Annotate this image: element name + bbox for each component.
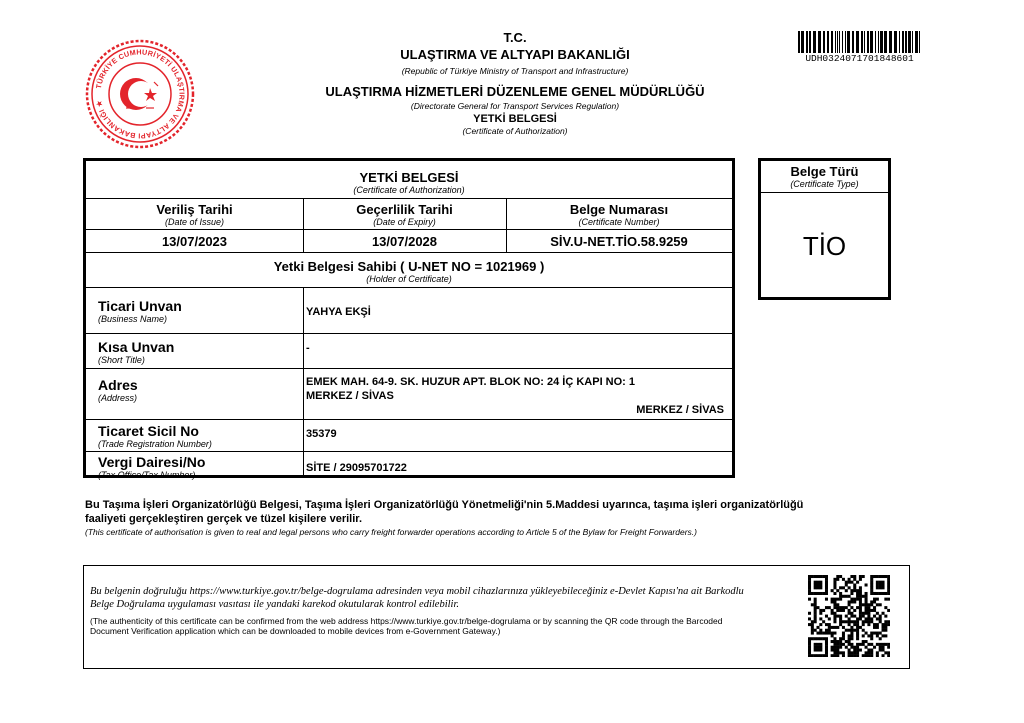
- address-value: EMEK MAH. 64-9. SK. HUZUR APT. BLOK NO: 24 İÇ KAPI NO: 1 MERKEZ / SİVAS: [306, 376, 636, 402]
- short-title-value: -: [306, 342, 310, 354]
- holder-label-en: (Holder of Certificate): [366, 274, 452, 284]
- address-label: Adres (Address): [98, 377, 138, 403]
- expiry-date-label-en: (Date of Expiry): [373, 217, 436, 227]
- header-directorate-en: (Directorate General for Transport Services Regulation): [410, 101, 620, 111]
- trade-reg-value: 35379: [306, 428, 337, 440]
- issue-date-label-en: (Date of Issue): [164, 217, 225, 227]
- verification-box: [83, 565, 910, 669]
- verification-tr: Bu belgenin doğruluğu https://www.turkiye.gov.tr/belge-dogrulama adresinden veya mobil cihazlarınıza yükleyebileceğiniz e-Devlet Kapısı'na ait Barkodlu Belge Doğrulama uygulaması vasıtası ile yandaki karekod okutularak kontrol edilebilir.: [90, 586, 744, 610]
- cert-title: YETKİ BELGESİ: [359, 170, 459, 185]
- issue-date-label: Veriliş Tarihi: [156, 202, 233, 217]
- header-ministry: ULAŞTIRMA VE ALTYAPI BAKANLIĞI: [400, 47, 630, 62]
- header-ministry-en: (Republic of Türkiye Ministry of Transport and Infrastructure): [401, 66, 629, 76]
- cert-title-en: (Certificate of Authorization): [353, 185, 465, 195]
- short-title-label: Kısa Unvan (Short Title): [98, 339, 175, 365]
- certificate-table: [83, 158, 735, 478]
- header-doc-title-en: (Certificate of Authorization): [462, 126, 568, 136]
- certificate-type-box: [758, 158, 891, 300]
- barcode: [798, 31, 922, 53]
- address-district: MERKEZ / SİVAS: [636, 404, 724, 416]
- expiry-date-label: Geçerlilik Tarihi: [356, 202, 453, 217]
- statement-en: (This certificate of authorisation is given to real and legal persons who carry freight forwarder operations according to Article 5 of the Bylaw for Freight Forwarders.): [85, 527, 697, 537]
- cert-number-value: SİV.U-NET.TİO.58.9259: [550, 234, 688, 249]
- tax-office-label: Vergi Dairesi/No (Tax Office/Tax Number): [98, 454, 206, 480]
- issue-date-value: 13/07/2023: [161, 234, 228, 249]
- cert-title-block: [86, 171, 732, 195]
- cert-type-value: TİO: [802, 231, 847, 261]
- business-name-label: Ticari Unvan (Business Name): [98, 298, 182, 324]
- tax-office-value: SİTE / 29095701722: [306, 462, 407, 474]
- statement-tr: Bu Taşıma İşleri Organizatörlüğü Belgesi, Taşıma İşleri Organizatörlüğü Yönetmeliği'nin 5.Maddesi uyarınca, taşıma işleri organizatörlüğü faaliyeti gerçekleştiren gerçek ve tüzel kişilere verilir.: [85, 499, 804, 525]
- expiry-date-header: [303, 203, 506, 227]
- header-doc-title: YETKİ BELGESİ: [473, 113, 557, 125]
- verification-en: (The authenticity of this certificate can be confirmed from the web address https://www.turkiye.gov.tr/belge-dogrulama or by scanning the QR code through the Barcoded Document Verification application which can be downloaded to mobile devices from e-Government Gateway.): [90, 616, 723, 636]
- qr-code[interactable]: [808, 575, 890, 657]
- cert-number-header: [506, 203, 732, 227]
- cert-type-label: Belge Türü: [790, 164, 859, 179]
- trade-reg-label: Ticaret Sicil No (Trade Registration Number): [98, 423, 212, 449]
- svg-text:TÜRKİYE CUMHURİYETİ ULAŞTIRMA: TÜRKİYE CUMHURİYETİ ULAŞTIRMA VE ALTYAPI BAKANLIĞI ★: [93, 47, 187, 141]
- cert-type-label-en: (Certificate Type): [790, 179, 859, 189]
- issue-date-header: [86, 203, 303, 227]
- header-directorate: ULAŞTIRMA HİZMETLERİ DÜZENLEME GENEL MÜDÜRLÜĞÜ: [325, 84, 705, 99]
- holder-label: Yetki Belgesi Sahibi ( U-NET NO = 1021969 ): [273, 259, 545, 274]
- expiry-date-value: 13/07/2028: [371, 234, 438, 249]
- header-tc: T.C.: [503, 30, 527, 45]
- barcode-number: UDH0324071701848601: [805, 53, 914, 64]
- cert-number-label: Belge Numarası: [569, 202, 669, 217]
- cert-number-label-en: (Certificate Number): [578, 217, 660, 227]
- business-name-value: YAHYA EKŞİ: [306, 306, 371, 318]
- holder-header: [86, 260, 732, 284]
- ministry-seal: [84, 38, 196, 150]
